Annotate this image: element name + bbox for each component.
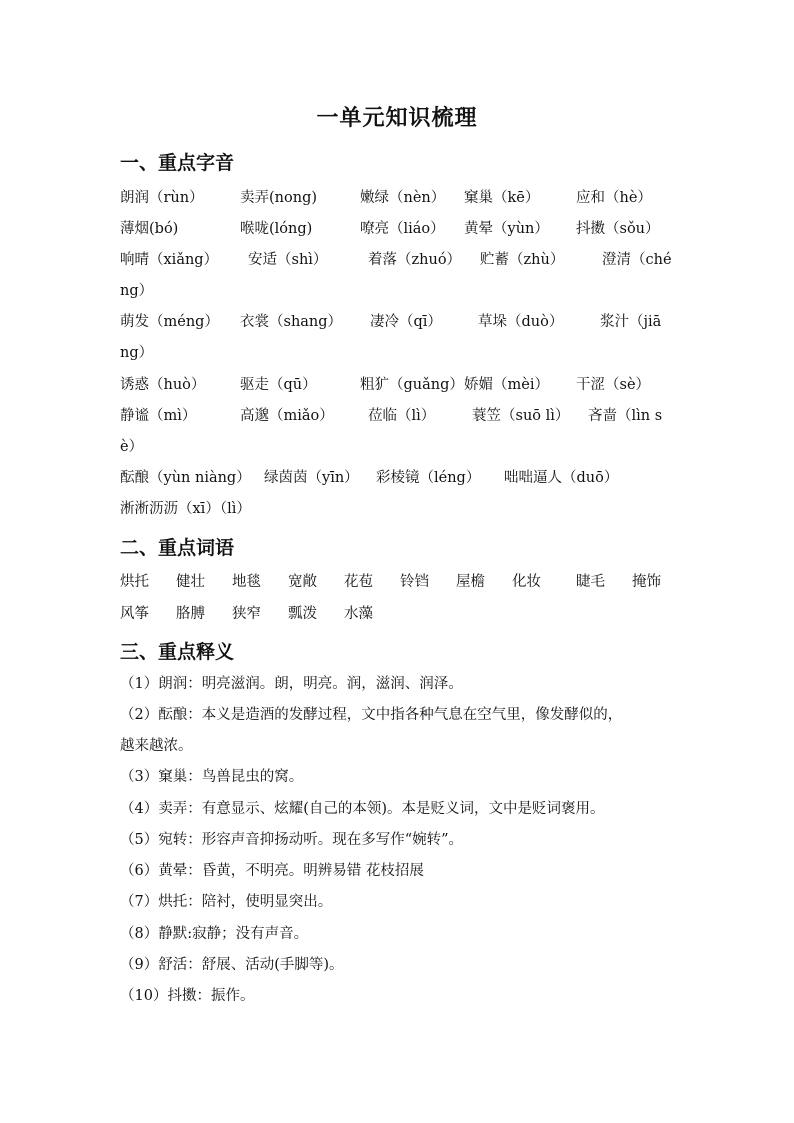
pinyin-term: 应和（hè） xyxy=(576,190,652,206)
section-heading-pronunciation: 一、重点字音 xyxy=(120,152,235,174)
pinyin-row-wrap xyxy=(120,341,153,362)
vocab-word: 铃铛 xyxy=(400,574,429,590)
pinyin-term: 嫩绿（nèn） xyxy=(360,190,446,206)
pinyin-term: 诱惑（huò） xyxy=(120,377,206,393)
pinyin-term: 草垛（duò） xyxy=(478,314,564,330)
definition-item-continuation: 越来越浓。 xyxy=(120,738,193,754)
pinyin-term: 嘹亮（liáo） xyxy=(360,221,445,237)
vocab-word: 水藻 xyxy=(344,606,373,622)
definition-item: （9）舒活：舒展、活动(手脚等)。 xyxy=(120,957,344,973)
pinyin-row-wrap xyxy=(120,435,143,456)
pinyin-term: 朗润（rùn） xyxy=(120,190,204,206)
pinyin-term: 澄清（ché xyxy=(602,252,672,268)
pinyin-term: 娇媚（mèi） xyxy=(464,377,549,393)
pinyin-term: 薄烟(bó) xyxy=(120,221,179,237)
pinyin-term: 着落（zhuó） xyxy=(368,252,462,268)
vocab-word: 屋檐 xyxy=(456,574,485,590)
pinyin-term: 安适（shì） xyxy=(248,252,328,268)
vocab-word: 地毯 xyxy=(232,574,261,590)
page-title: 一单元知识梳理 xyxy=(316,105,478,131)
definition-item: （5）宛转：形容声音抑扬动听。现在多写作“婉转”。 xyxy=(120,832,464,848)
pinyin-term: 贮蓄（zhù） xyxy=(480,252,565,268)
vocab-word: 瓢泼 xyxy=(288,606,317,622)
pinyin-term: 黄晕（yùn） xyxy=(464,221,549,237)
pinyin-term: ng） xyxy=(120,283,154,299)
pinyin-term: 酝酿（yùn niàng） xyxy=(120,470,251,486)
section-heading-definitions: 三、重点释义 xyxy=(120,641,235,663)
pinyin-term: 响晴（xiǎng） xyxy=(120,252,219,268)
pinyin-term: 衣裳（shang） xyxy=(240,314,343,330)
pinyin-term: 高邈（miǎo） xyxy=(240,408,334,424)
pinyin-term: 抖擞（sǒu） xyxy=(576,221,660,237)
pinyin-term: 卖弄(nong) xyxy=(240,190,318,206)
definition-item: （4）卖弄：有意显示、炫耀(自己的本领)。本是贬义词，文中是贬词褒用。 xyxy=(120,801,605,817)
pinyin-term: 喉咙(lóng) xyxy=(240,221,313,237)
vocab-word: 胳膊 xyxy=(176,606,205,622)
pinyin-term: 蓑笠（suō lì） xyxy=(472,408,570,424)
vocab-word: 风筝 xyxy=(120,606,149,622)
pinyin-row xyxy=(120,497,251,518)
definition-item: （6）黄晕：昏黄，不明亮。明辨易错 花枝招展 xyxy=(120,863,424,879)
pinyin-term: 凄冷（qī） xyxy=(370,314,442,330)
vocab-word: 狭窄 xyxy=(232,606,261,622)
pinyin-term: 萌发（méng） xyxy=(120,314,219,330)
vocab-word: 健壮 xyxy=(176,574,205,590)
pinyin-term: 淅淅沥沥（xī）（lì） xyxy=(120,501,251,517)
pinyin-term: 莅临（lì） xyxy=(368,408,436,424)
pinyin-term: è） xyxy=(120,439,144,455)
vocab-word: 睫毛 xyxy=(576,574,605,590)
definition-item: （2）酝酿：本义是造酒的发酵过程，文中指各种气息在空气里，像发酵似的， xyxy=(120,707,623,723)
vocab-word: 化妆 xyxy=(512,574,541,590)
definition-item: （8）静默:寂静；没有声音。 xyxy=(120,926,309,942)
vocab-word: 宽敞 xyxy=(288,574,317,590)
pinyin-term: 吝啬（lìn s xyxy=(588,408,663,424)
pinyin-term: 浆汁（jiā xyxy=(600,314,662,330)
definition-item: （10）抖擞：振作。 xyxy=(120,988,255,1004)
definition-item: （7）烘托：陪衬，使明显突出。 xyxy=(120,894,333,910)
vocab-word: 掩饰 xyxy=(632,574,661,590)
vocab-word: 花苞 xyxy=(344,574,373,590)
pinyin-term: 干涩（sè） xyxy=(576,377,651,393)
pinyin-term: 驱走（qū） xyxy=(240,377,317,393)
section-heading-vocabulary: 二、重点词语 xyxy=(120,537,235,559)
pinyin-term: 咄咄逼人（duō） xyxy=(504,470,619,486)
definition-item: （3）窠巢：鸟兽昆虫的窝。 xyxy=(120,769,304,785)
pinyin-term: ng） xyxy=(120,345,154,361)
pinyin-term: 粗犷（guǎng） xyxy=(360,377,464,393)
definition-item: （1）朗润：明亮滋润。朗，明亮。润，滋润、润泽。 xyxy=(120,676,463,692)
pinyin-term: 静谧（mì） xyxy=(120,408,197,424)
vocab-word: 烘托 xyxy=(120,574,149,590)
pinyin-row-wrap xyxy=(120,279,153,300)
pinyin-term: 绿茵茵（yīn） xyxy=(264,470,359,486)
pinyin-term: 彩棱镜（léng） xyxy=(376,470,481,486)
pinyin-term: 窠巢（kē） xyxy=(464,190,540,206)
